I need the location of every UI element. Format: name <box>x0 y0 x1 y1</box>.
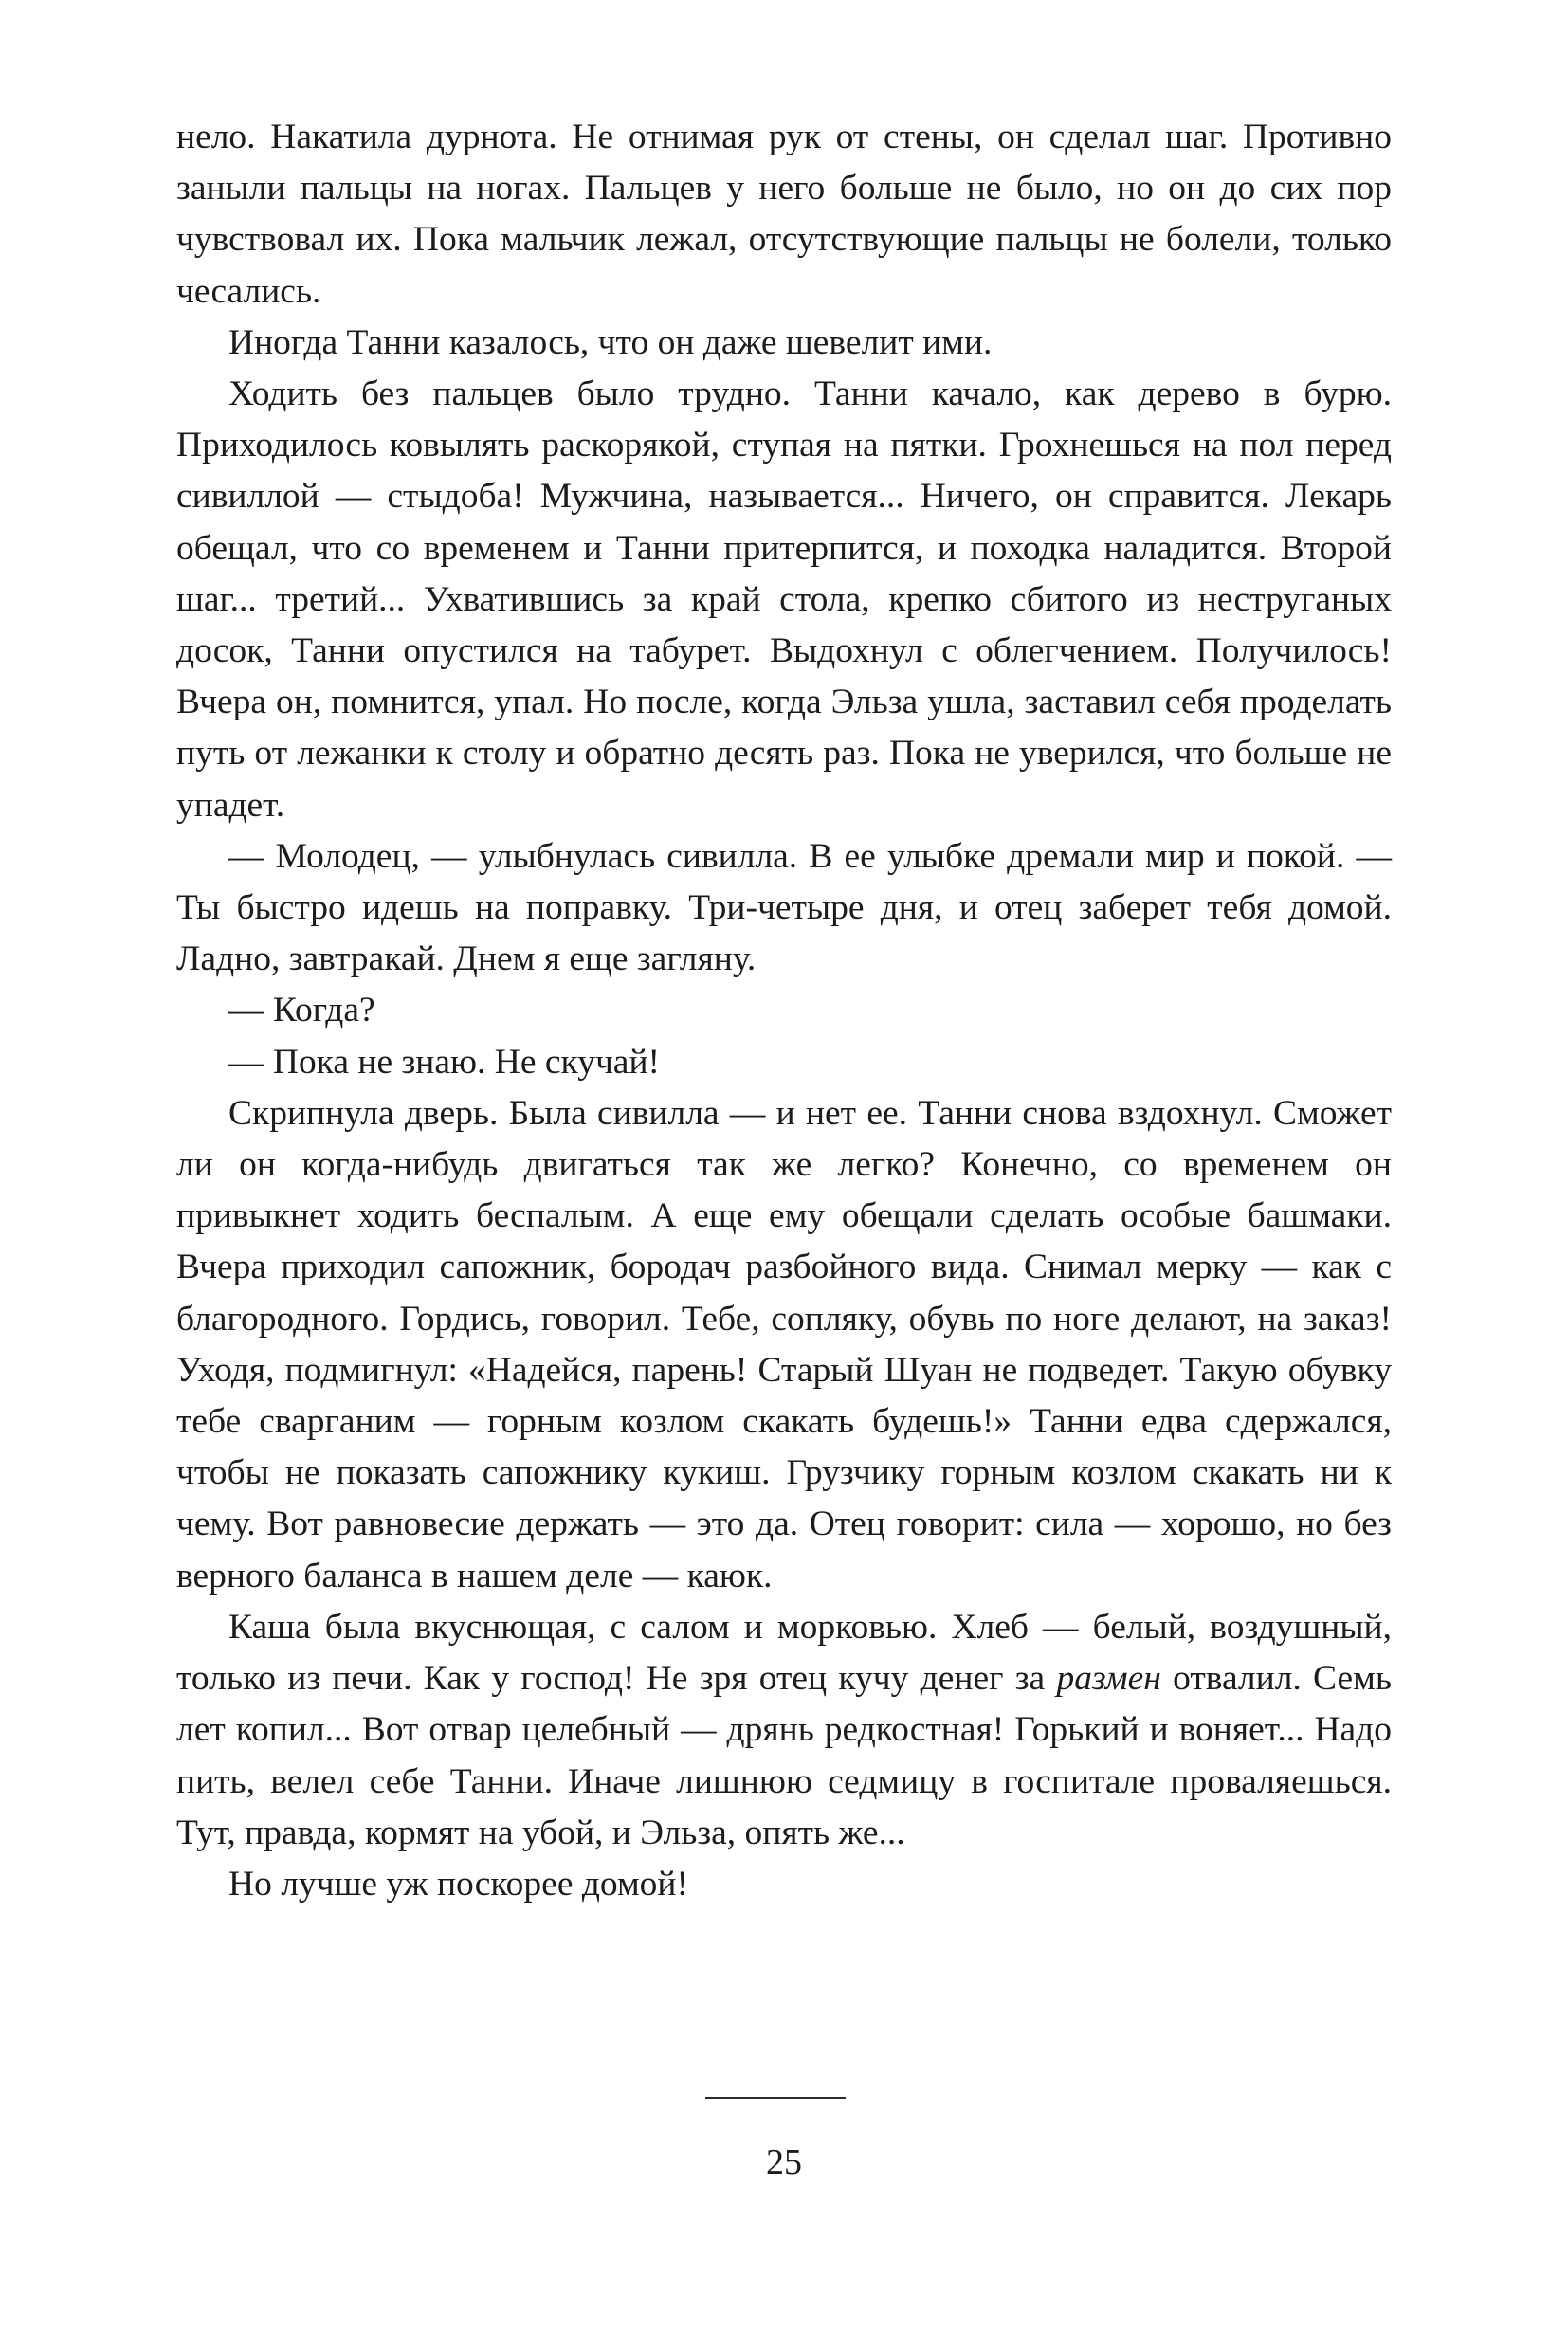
paragraph-8 <box>176 1602 1392 1859</box>
body-text <box>176 112 1392 1910</box>
paragraph-1: нело. Накатила дурнота. Не отнимая рук от стены, он сделал шаг. Противно заныли пальцы на ногах. Пальцев у него больше не было, но он до сих пор чувствовал их. Пока мальчик лежал, отсутствующие пальцы не болели, только чесались. <box>176 118 1392 311</box>
paragraph-7: Скрипнула дверь. Была сивилла — и нет ее. Танни снова вздохнул. Сможет ли он когда-нибудь двигаться так же легко? Конечно, со временем он привыкнет ходить беспалым. А еще ему обещали сделать особые башмаки. Вчера приходил сапожник, бородач разбойного вида. Снимал мерку — как с благородного. Гордись, говорил. Тебе, сопляку, обувь по ноге делают, на заказ! Уходя, подмигнул: «Надейся, парень! Старый Шуан не подведет. Такую обувку тебе сварганим — горным козлом скакать будешь!» Танни едва сдержался, чтобы не показать сапожнику кукиш. Грузчику горным козлом скакать ни к чему. Вот равновесие держать — это да. Отец говорит: сила — хорошо, но без верного баланса в нашем деле — каюк. <box>176 1093 1392 1595</box>
italic-term: размен <box>1056 1659 1161 1699</box>
dialogue-line-3: — Пока не знаю. Не скучай! <box>228 1042 660 1082</box>
paragraph-8-end: отвалил. Семь лет копил... Вот отвар целебный — дрянь редкостная! Горький и воняет... Надо пить, велел себе Танни. Иначе лишнюю седмицу в госпитале проваляешься. Тут, правда, кормят на убой, и Эльза, опять же... <box>176 1659 1392 1852</box>
section-divider <box>705 2097 846 2099</box>
paragraph-3: Ходить без пальцев было трудно. Танни качало, как дерево в бурю. Приходилось ковылять раскорякой, ступая на пятки. Грохнешься на пол перед сивиллой — стыдоба! Мужчина, называется... Ничего, он справится. Лекарь обещал, что со временем и Танни притерпится, и походка наладится. Второй шаг... третий... Ухватившись за край стола, крепко сбитого из неструганых досок, Танни опустился на табурет. Выдохнул с облегчением. Получилось! Вчера он, помнится, упал. Но после, когда Эльза ушла, заставил себя проделать путь от лежанки к столу и обратно десять раз. Пока не уверился, что больше не упадет. <box>176 374 1392 825</box>
dialogue-line-2: — Когда? <box>228 991 375 1030</box>
dialogue-line-1: — Молодец, — улыбнулась сивилла. В ее улыбке дремали мир и покой. — Ты быстро идешь на поправку. Три-четыре дня, и отец заберет тебя домой. Ладно, завтракай. Днем я еще загляну. <box>176 836 1392 979</box>
paragraph-8-start: Каша была вкуснющая, с салом и морковью. Хлеб — белый, воздушный, только из печи. Как у господ! Не зря отец кучу денег за <box>176 1607 1392 1699</box>
paragraph-2: Иногда Танни казалось, что он даже шевелит ими. <box>228 322 993 362</box>
paragraph-9: Но лучше уж поскорее домой! <box>228 1864 688 1904</box>
page-number: 25 <box>766 2142 802 2182</box>
